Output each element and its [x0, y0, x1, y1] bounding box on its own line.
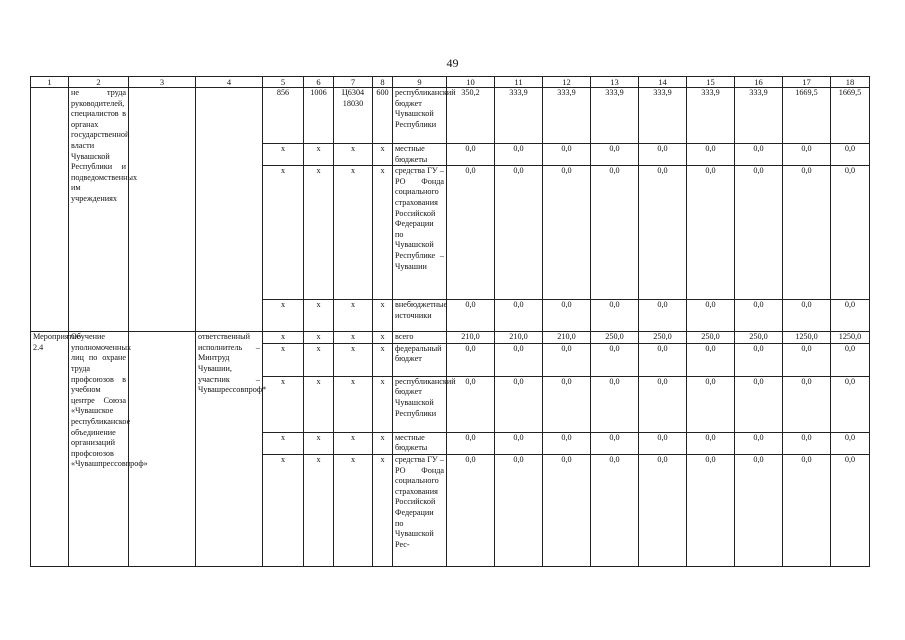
year-value-cell: 0,0	[831, 432, 870, 454]
target-article-cell: x	[334, 332, 373, 344]
year-value-cell: 0,0	[495, 166, 543, 300]
column-header: 17	[783, 77, 831, 88]
funding-source-cell: республиканский бюджет Чувашской Республики	[393, 88, 447, 144]
year-value-cell: 0,0	[687, 376, 735, 432]
year-value-cell: 0,0	[687, 454, 735, 566]
year-value-cell: 0,0	[639, 432, 687, 454]
year-value-cell: 0,0	[831, 166, 870, 300]
grbs-code-cell: x	[263, 144, 304, 166]
goal-cell	[129, 332, 196, 567]
year-value-cell: 0,0	[783, 300, 831, 332]
year-value-cell: 0,0	[831, 376, 870, 432]
year-value-cell: 0,0	[831, 454, 870, 566]
grbs-code-cell: 856	[263, 88, 304, 144]
year-value-cell: 0,0	[831, 144, 870, 166]
column-header: 8	[373, 77, 393, 88]
budget-table	[30, 76, 870, 567]
year-value-cell: 0,0	[543, 376, 591, 432]
year-value-cell: 0,0	[447, 432, 495, 454]
column-header: 2	[69, 77, 129, 88]
year-value-cell: 0,0	[495, 300, 543, 332]
section-code-cell: x	[304, 166, 334, 300]
table-row	[31, 88, 870, 144]
expense-type-cell: x	[373, 376, 393, 432]
executor-cell: ответственный исполнитель – Минтруд Чувашии, участник – Чувашрессовпроф*	[196, 332, 263, 567]
section-code-cell: x	[304, 343, 334, 376]
goal-cell	[129, 88, 196, 332]
column-header: 18	[831, 77, 870, 88]
grbs-code-cell: x	[263, 166, 304, 300]
year-value-cell: 333,9	[591, 88, 639, 144]
funding-source-cell: местные бюджеты	[393, 432, 447, 454]
expense-type-cell: x	[373, 166, 393, 300]
column-header: 14	[639, 77, 687, 88]
column-header: 7	[334, 77, 373, 88]
year-value-cell: 0,0	[831, 300, 870, 332]
item-code-cell	[31, 88, 69, 332]
column-header: 1	[31, 77, 69, 88]
year-value-cell: 0,0	[687, 343, 735, 376]
year-value-cell: 210,0	[447, 332, 495, 344]
year-value-cell: 0,0	[639, 144, 687, 166]
target-article-cell: Ц6304 18030	[334, 88, 373, 144]
year-value-cell: 0,0	[447, 144, 495, 166]
target-article-cell: x	[334, 432, 373, 454]
year-value-cell: 0,0	[591, 343, 639, 376]
grbs-code-cell: x	[263, 376, 304, 432]
year-value-cell: 0,0	[495, 144, 543, 166]
section-code-cell: x	[304, 454, 334, 566]
year-value-cell: 250,0	[591, 332, 639, 344]
funding-source-cell: республиканский бюджет Чувашской Республики	[393, 376, 447, 432]
year-value-cell: 0,0	[639, 166, 687, 300]
year-value-cell: 333,9	[735, 88, 783, 144]
column-header: 12	[543, 77, 591, 88]
funding-source-cell: всего	[393, 332, 447, 344]
year-value-cell: 0,0	[543, 144, 591, 166]
expense-type-cell: x	[373, 454, 393, 566]
year-value-cell: 0,0	[495, 343, 543, 376]
year-value-cell: 1250,0	[831, 332, 870, 344]
funding-source-cell: средства ГУ – РО Фонда социального страхования Российской Федерации по Чувашской Рес-	[393, 454, 447, 566]
year-value-cell: 0,0	[591, 432, 639, 454]
funding-source-cell: средства ГУ – РО Фонда социального страхования Российской Федерации по Чувашской Республике – Чувашии	[393, 166, 447, 300]
year-value-cell: 0,0	[591, 166, 639, 300]
item-code-cell: Мероприятие 2.4	[31, 332, 69, 567]
year-value-cell: 0,0	[831, 343, 870, 376]
target-article-cell: x	[334, 144, 373, 166]
year-value-cell: 0,0	[735, 432, 783, 454]
year-value-cell: 350,2	[447, 88, 495, 144]
year-value-cell: 0,0	[783, 454, 831, 566]
year-value-cell: 1250,0	[783, 332, 831, 344]
year-value-cell: 0,0	[591, 144, 639, 166]
year-value-cell: 250,0	[687, 332, 735, 344]
column-header: 16	[735, 77, 783, 88]
year-value-cell: 0,0	[447, 343, 495, 376]
column-header: 6	[304, 77, 334, 88]
year-value-cell: 0,0	[543, 166, 591, 300]
year-value-cell: 0,0	[447, 166, 495, 300]
table-row	[31, 332, 870, 344]
year-value-cell: 0,0	[783, 144, 831, 166]
year-value-cell: 0,0	[639, 343, 687, 376]
year-value-cell: 0,0	[495, 454, 543, 566]
year-value-cell: 250,0	[639, 332, 687, 344]
section-code-cell: x	[304, 144, 334, 166]
year-value-cell: 0,0	[783, 343, 831, 376]
year-value-cell: 0,0	[639, 376, 687, 432]
expense-type-cell: 600	[373, 88, 393, 144]
year-value-cell: 0,0	[783, 432, 831, 454]
section-code-cell: x	[304, 376, 334, 432]
year-value-cell: 0,0	[447, 376, 495, 432]
grbs-code-cell: x	[263, 332, 304, 344]
section-code-cell: x	[304, 332, 334, 344]
year-value-cell: 0,0	[543, 300, 591, 332]
year-value-cell: 0,0	[543, 432, 591, 454]
section-code-cell: x	[304, 300, 334, 332]
year-value-cell: 0,0	[735, 166, 783, 300]
column-header: 4	[196, 77, 263, 88]
year-value-cell: 0,0	[639, 300, 687, 332]
year-value-cell: 0,0	[543, 454, 591, 566]
year-value-cell: 0,0	[687, 300, 735, 332]
target-article-cell: x	[334, 376, 373, 432]
year-value-cell: 0,0	[687, 166, 735, 300]
year-value-cell: 0,0	[735, 454, 783, 566]
grbs-code-cell: x	[263, 343, 304, 376]
year-value-cell: 1669,5	[783, 88, 831, 144]
year-value-cell: 0,0	[591, 376, 639, 432]
grbs-code-cell: x	[263, 432, 304, 454]
year-value-cell: 0,0	[783, 376, 831, 432]
column-header: 13	[591, 77, 639, 88]
year-value-cell: 333,9	[495, 88, 543, 144]
grbs-code-cell: x	[263, 300, 304, 332]
year-value-cell: 0,0	[735, 376, 783, 432]
expense-type-cell: x	[373, 332, 393, 344]
item-title-cell: Обучение уполномоченных лиц по охране труда профсоюзов в учебном центре Союза «Чувашское республиканское объединение организаций профсоюзов «Чувашпрессовпроф»	[69, 332, 129, 567]
expense-type-cell: x	[373, 432, 393, 454]
target-article-cell: x	[334, 454, 373, 566]
year-value-cell: 250,0	[735, 332, 783, 344]
year-value-cell: 0,0	[735, 144, 783, 166]
year-value-cell: 0,0	[639, 454, 687, 566]
grbs-code-cell: x	[263, 454, 304, 566]
executor-cell	[196, 88, 263, 332]
expense-type-cell: x	[373, 343, 393, 376]
year-value-cell: 0,0	[687, 144, 735, 166]
item-title-cell: не труда руководителей, специалистов в органах государственной власти Чувашской Республики и подведомственных им учреждениях	[69, 88, 129, 332]
year-value-cell: 333,9	[543, 88, 591, 144]
table-header-row	[31, 77, 870, 88]
funding-source-cell: местные бюджеты	[393, 144, 447, 166]
expense-type-cell: x	[373, 144, 393, 166]
year-value-cell: 210,0	[543, 332, 591, 344]
year-value-cell: 1669,5	[831, 88, 870, 144]
funding-source-cell: федеральный бюджет	[393, 343, 447, 376]
year-value-cell: 0,0	[735, 343, 783, 376]
year-value-cell: 0,0	[447, 300, 495, 332]
target-article-cell: x	[334, 166, 373, 300]
target-article-cell: x	[334, 300, 373, 332]
year-value-cell: 0,0	[687, 432, 735, 454]
column-header: 11	[495, 77, 543, 88]
section-code-cell: x	[304, 432, 334, 454]
year-value-cell: 333,9	[639, 88, 687, 144]
year-value-cell: 0,0	[735, 300, 783, 332]
year-value-cell: 0,0	[495, 376, 543, 432]
column-header: 15	[687, 77, 735, 88]
year-value-cell: 333,9	[687, 88, 735, 144]
year-value-cell: 0,0	[591, 454, 639, 566]
section-code-cell: 1006	[304, 88, 334, 144]
column-header: 9	[393, 77, 447, 88]
column-header: 10	[447, 77, 495, 88]
funding-source-cell: внебюджетные источники	[393, 300, 447, 332]
year-value-cell: 0,0	[591, 300, 639, 332]
year-value-cell: 0,0	[447, 454, 495, 566]
year-value-cell: 0,0	[783, 166, 831, 300]
year-value-cell: 0,0	[495, 432, 543, 454]
target-article-cell: x	[334, 343, 373, 376]
page-number: 49	[446, 56, 459, 70]
expense-type-cell: x	[373, 300, 393, 332]
column-header: 3	[129, 77, 196, 88]
year-value-cell: 210,0	[495, 332, 543, 344]
year-value-cell: 0,0	[543, 343, 591, 376]
column-header: 5	[263, 77, 304, 88]
